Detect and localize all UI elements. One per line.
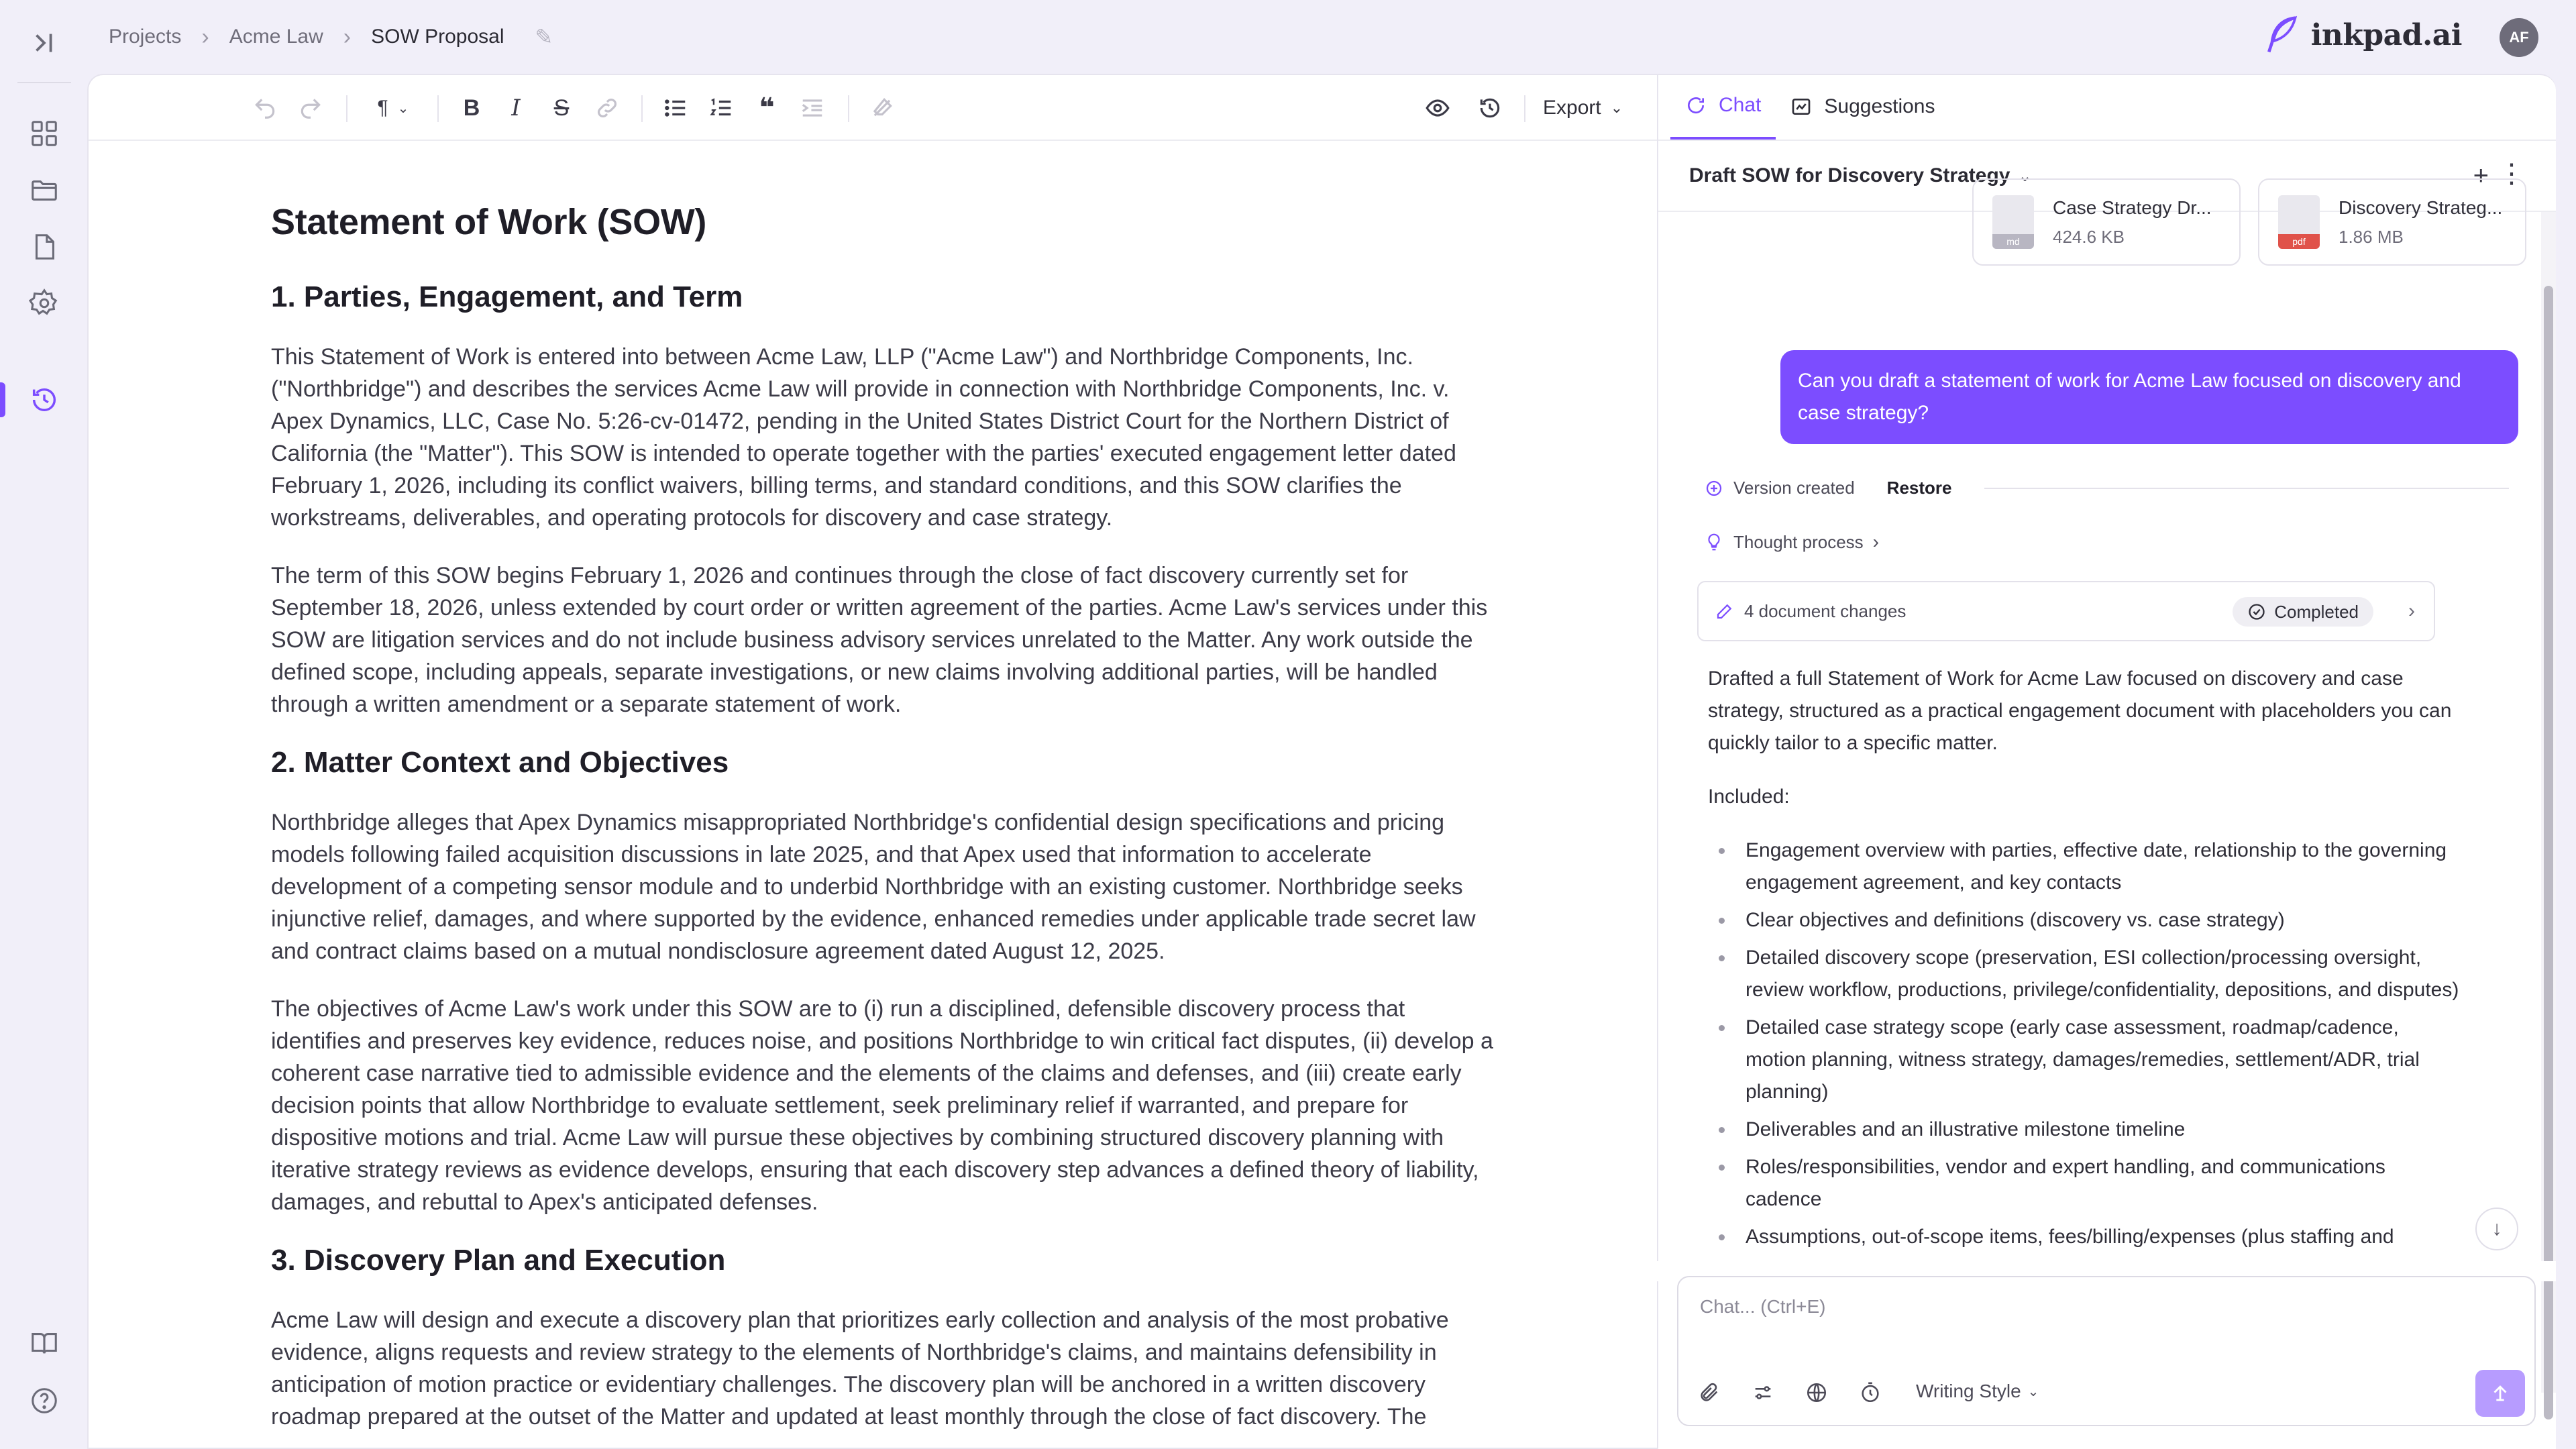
send-button[interactable] [2475, 1370, 2525, 1417]
status-label: Completed [2274, 601, 2359, 622]
version-divider [1984, 488, 2510, 489]
document-body[interactable] [271, 201, 1499, 1449]
paragraph: This Statement of Work is entered into between Acme Law, LLP ("Acme Law") and Northbridge Components, Inc. ("Northbridge") and describes the services Acme Law will provide in connection with Northbridge Components, Inc. v. Apex Dynamics, LLC, Case No. 5:26-cv-01472, pending in the United States District Court for the Northern District of California (the "Matter"). This SOW is intended to operate together with the parties' executed engagement letter dated February 1, 2026, including its conflict waivers, billing terms, and standard conditions, and this SOW clarifies the workstreams, deliverables, and operating protocols for discovery and case strategy. [271, 344, 1456, 531]
chat-scrollbar[interactable] [2541, 212, 2556, 1393]
attachment-list [1972, 178, 2526, 266]
strikethrough-icon[interactable]: S [553, 95, 570, 121]
pdf-file-icon: pdf [2278, 195, 2320, 249]
clear-format-icon[interactable] [867, 93, 898, 123]
chevron-down-icon[interactable]: ⌄ [2018, 166, 2032, 185]
history-icon[interactable] [21, 377, 67, 423]
attachment-name: Discovery Strateg... [2339, 197, 2503, 218]
active-indicator [0, 382, 5, 417]
new-chat-plus-icon[interactable]: + [2473, 161, 2489, 191]
tab-chat-label: Chat [1719, 94, 1762, 116]
document-title: Statement of Work (SOW) [271, 202, 707, 242]
settings-gear-icon[interactable] [21, 280, 67, 326]
chevron-right-icon: › [1872, 531, 1879, 552]
chevron-down-icon: ⌄ [1610, 99, 1623, 116]
quote-icon[interactable]: ❝ [759, 93, 775, 123]
feather-logo-icon [2264, 15, 2302, 55]
breadcrumb-chevron-icon: › [343, 23, 352, 50]
attachment-size: 424.6 KB [2053, 226, 2125, 247]
user-message-bubble: Can you draft a statement of work for Acme Law focused on discovery and case strategy? [1780, 350, 2518, 444]
chevron-down-icon: ⌄ [2027, 1384, 2039, 1399]
list-item: Assumptions, out-of-scope items, fees/billing/expenses (plus staffing and [1746, 1221, 2459, 1253]
arrow-down-icon: ↓ [2491, 1218, 2502, 1240]
list-item: Clear objectives and definitions (discovery vs. case strategy) [1746, 904, 2459, 936]
response-intro: Drafted a full Statement of Work for Acme Law focused on discovery and case strategy, structured as a practical engagement document with placeholders you can quickly tailor to a specific matter. [1708, 667, 2452, 754]
suggestions-icon [1790, 96, 1812, 117]
export-label: Export [1543, 97, 1601, 119]
version-history-icon[interactable] [1474, 93, 1505, 123]
export-button[interactable] [1543, 91, 1623, 125]
bullet-list-icon[interactable] [660, 93, 691, 123]
section-heading: 3. Discovery Plan and Execution [271, 1244, 726, 1277]
list-item: Deliverables and an illustrative milestone timeline [1746, 1114, 2459, 1146]
expand-sidebar-icon[interactable] [21, 20, 67, 66]
list-item: Detailed discovery scope (preservation, ESI collection/processing oversight, review workflow, productions, privilege/confidentiality, depositions, and disputes) [1746, 942, 2459, 1006]
writing-style-label: Writing Style [1916, 1381, 2021, 1401]
redo-icon[interactable] [295, 93, 326, 123]
section-3 [271, 1244, 1499, 1433]
breadcrumb-current: SOW Proposal [371, 25, 504, 48]
conversation-title[interactable]: Draft SOW for Discovery Strategy [1689, 164, 2010, 186]
breadcrumb-projects[interactable]: Projects [109, 25, 182, 48]
version-icon [1704, 478, 1724, 498]
paragraph-style-dropdown[interactable] [366, 93, 420, 123]
preview-eye-icon[interactable] [1422, 93, 1453, 123]
changes-label: 4 document changes [1744, 600, 1907, 621]
list-item: Engagement overview with parties, effective date, relationship to the governing engagement agreement, and key contacts [1746, 835, 2459, 899]
paragraph: The term of this SOW begins February 1, 2026 and continues through the close of fact discovery currently set for September 18, 2026, unless extended by court order or written agreement of the parties. Acme Law's services under this SOW are litigation services and do not include business advisory services unrelated to the Matter. Any work outside the defined scope, including appeals, separate investigations, or new claims involving additional parties, will be handled through a written amendment or a separate statement of work. [271, 563, 1488, 717]
help-icon[interactable] [21, 1378, 67, 1424]
assistant-response [1708, 663, 2459, 1258]
chat-icon [1685, 95, 1707, 116]
brand-name: inkpad.ai [2310, 17, 2462, 52]
link-icon[interactable] [592, 93, 623, 123]
paragraph: Acme Law will design and execute a discovery plan that prioritizes early collection and analysis of the most probative evidence, aligns requests and review strategy to the elements of Northbridge's claims, and maintains defensibility in anticipation of motion practice or evidentiary challenges. The discovery plan will be anchored in a written discovery roadmap prepared at the outset of the Matter and updated at least monthly through the close of fact discovery. The [271, 1307, 1449, 1430]
document-changes-card[interactable] [1697, 581, 2435, 641]
thought-process-toggle[interactable] [1704, 531, 1879, 553]
list-item: Detailed case strategy scope (early case assessment, roadmap/cadence, motion planning, witness strategy, damages/remedies, settlement/ADR, trial planning) [1746, 1012, 2459, 1108]
rail-divider [17, 82, 71, 83]
undo-icon[interactable] [250, 93, 280, 123]
left-rail [0, 0, 87, 1449]
attachment-name: Case Strategy Dr... [2053, 197, 2212, 218]
tab-suggestions[interactable] [1776, 74, 1949, 140]
writing-style-dropdown[interactable] [1916, 1381, 2039, 1402]
bold-icon[interactable]: B [463, 95, 480, 121]
top-bar [87, 0, 2576, 74]
chat-composer[interactable] [1677, 1276, 2536, 1426]
italic-icon[interactable]: I [511, 95, 521, 121]
tab-chat[interactable] [1670, 74, 1776, 140]
document-icon[interactable] [21, 224, 67, 270]
brand-logo [2264, 15, 2462, 55]
attachment-card[interactable] [1972, 178, 2241, 266]
version-created-label: Version created [1733, 478, 1855, 498]
send-arrow-icon [2489, 1382, 2512, 1405]
pilcrow-icon: ¶ [377, 97, 388, 119]
edit-pencil-icon [1715, 601, 1735, 621]
attachment-size: 1.86 MB [2339, 226, 2404, 247]
check-circle-icon [2247, 602, 2266, 621]
included-list [1708, 835, 2459, 1253]
md-file-icon: md [1992, 195, 2034, 249]
list-item: Roles/responsibilities, vendor and expert handling, and communications cadence [1746, 1151, 2459, 1216]
breadcrumb [87, 24, 553, 50]
section-heading: 1. Parties, Engagement, and Term [271, 280, 743, 313]
restore-button[interactable]: Restore [1886, 478, 1952, 498]
paragraph: Northbridge alleges that Apex Dynamics misappropriated Northbridge's confidential design specifications and pricing models following failed acquisition discussions in late 2025, and that Apex used that information to accelerate development of a competing sensor module and to underbid Northbridge with an existing customer. Northbridge seeks injunctive relief, damages, and where supported by the evidence, enhanced remedies under applicable trade secret law and contract claims based on a mutual nondisclosure agreement dated August 12, 2025. [271, 810, 1476, 964]
scrollbar-thumb[interactable] [2544, 286, 2553, 1419]
editor-toolbar [89, 75, 1657, 141]
chevron-down-icon: ⌄ [397, 101, 409, 116]
chat-input[interactable]: Chat... (Ctrl+E) [1700, 1296, 1826, 1317]
version-row [1704, 478, 2509, 498]
indent-icon[interactable] [797, 93, 828, 123]
attach-paperclip-icon[interactable] [1696, 1379, 1723, 1406]
folder-icon[interactable] [21, 168, 67, 213]
dashboard-icon[interactable] [21, 111, 67, 156]
document-editor [87, 74, 1657, 1449]
timer-icon[interactable] [1857, 1379, 1884, 1406]
status-badge [2233, 597, 2373, 627]
attachment-card[interactable] [2258, 178, 2526, 266]
globe-icon[interactable] [1803, 1379, 1830, 1406]
paragraph: The objectives of Acme Law's work under this SOW are to (i) run a disciplined, defensible discovery process that identifies and preserves key evidence, reduces noise, and positions Northbridge to win critical fact disputes, (ii) develop a coherent case narrative tied to admissible evidence and the elements of the claims and defenses, and (iii) create early decision points that allow Northbridge to evaluate settlement, seek preliminary relief if warranted, and prepare for dispositive motions and trial. Acme Law will pursue these objectives by combining structured discovery planning with iterative strategy reviews as evidence develops, ensuring that each discovery step advances a defined theory of liability, damages, and rebuttal to Apex's anticipated defenses. [271, 996, 1493, 1215]
rename-pencil-icon[interactable]: ✎ [535, 25, 553, 49]
breadcrumb-acme-law[interactable]: Acme Law [229, 25, 323, 48]
book-icon[interactable] [21, 1320, 67, 1366]
chevron-right-icon: › [2408, 600, 2415, 622]
settings-sliders-icon[interactable] [1750, 1379, 1776, 1406]
tab-suggestions-label: Suggestions [1824, 95, 1935, 117]
section-2 [271, 746, 1499, 1218]
panel-tabs [1658, 75, 2556, 141]
section-heading: 2. Matter Context and Objectives [271, 746, 729, 779]
numbered-list-icon[interactable] [706, 93, 737, 123]
included-label: Included: [1708, 786, 1790, 808]
more-options-icon[interactable]: ⋮ [2498, 159, 2525, 189]
thought-process-label: Thought process [1733, 531, 1864, 552]
breadcrumb-chevron-icon: › [201, 23, 209, 50]
section-1 [271, 280, 1499, 720]
scroll-to-bottom-button[interactable] [2475, 1208, 2518, 1250]
avatar[interactable]: AF [2500, 18, 2538, 57]
lightbulb-icon [1704, 532, 1724, 552]
